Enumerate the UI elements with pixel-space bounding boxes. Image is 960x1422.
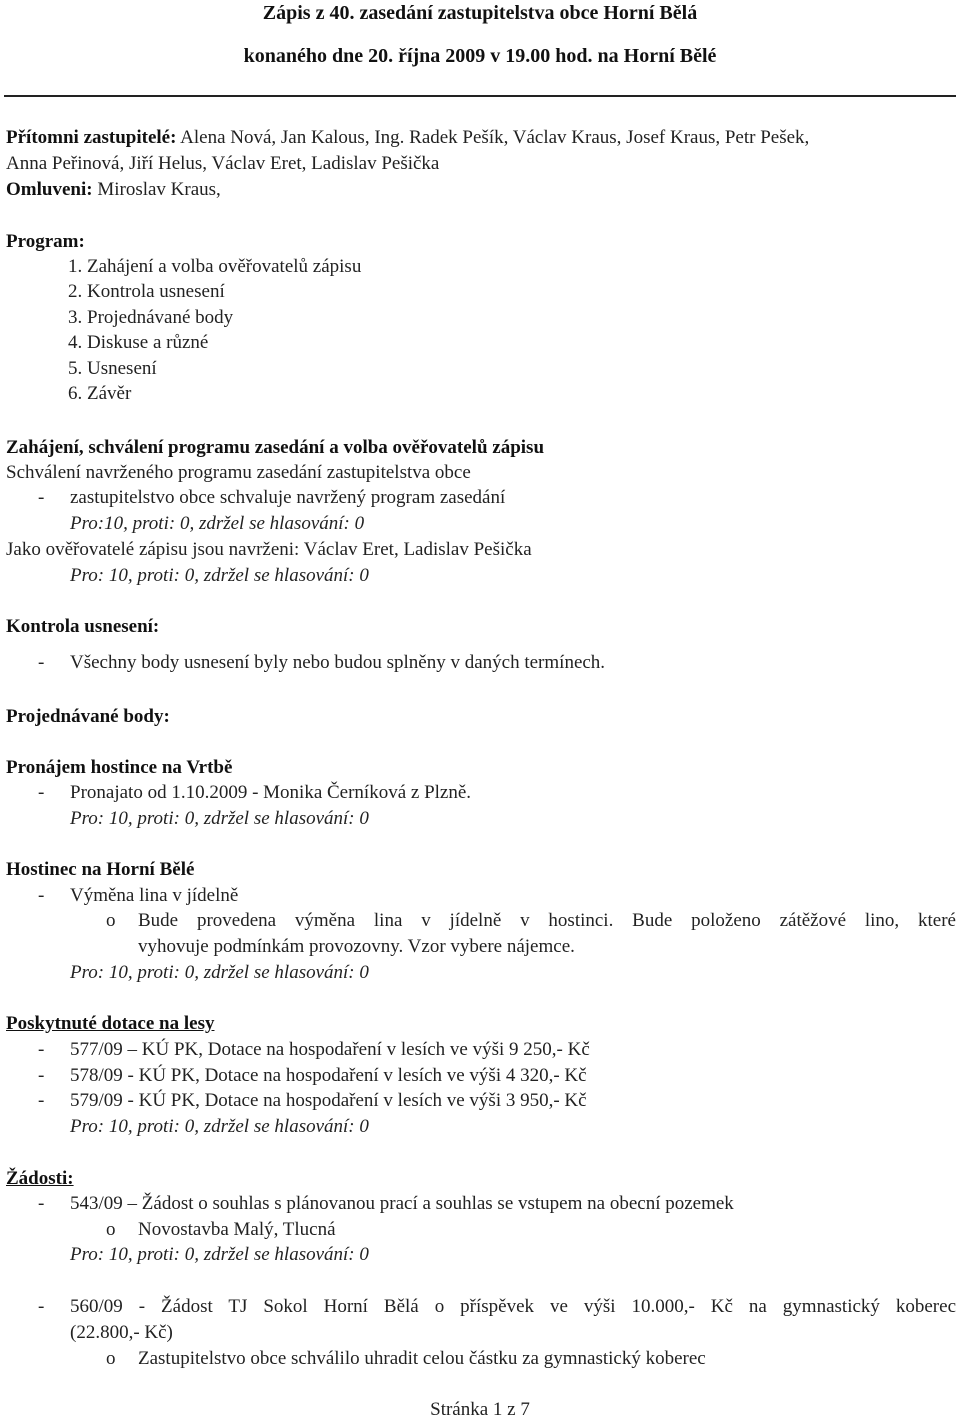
grant-item: 579/09 - KÚ PK, Dotace na hospodaření v lesích ve výši 3 950,- Kč xyxy=(70,1090,587,1111)
request-item: 560/09 - Žádost TJ Sokol Horní Bělá o příspěvek ve výši 10.000,- Kč na gymnastický koberec xyxy=(70,1296,956,1317)
present-line-1 xyxy=(6,126,809,150)
request-item-cont: (22.800,- Kč) xyxy=(70,1322,173,1343)
header-rule xyxy=(4,95,956,97)
dash: - xyxy=(38,1065,45,1086)
inn-item: Výměna lina v jídelně xyxy=(70,885,239,906)
program-item: 6. Závěr xyxy=(68,383,132,404)
inn-detail-1: Bude provedena výměna lina v jídelně v hostinci. Bude položeno zátěžové lino, které xyxy=(138,910,956,931)
dash: - xyxy=(38,1039,45,1060)
rent-text: Pronajato od 1.10.2009 - Monika Černíková z Plzně. xyxy=(70,782,472,803)
document-title: Zápis z 40. zasedání zastupitelstva obce Horní Bělá xyxy=(262,2,698,24)
program-item: 3. Projednávané body xyxy=(68,307,234,328)
request-detail: Novostavba Malý, Tlucná xyxy=(138,1219,336,1240)
present-label: Přítomni zastupitelé: xyxy=(6,127,177,148)
grant-item: 578/09 - KÚ PK, Dotace na hospodaření v lesích ve výši 4 320,- Kč xyxy=(70,1065,587,1086)
program-item: 1. Zahájení a volba ověřovatelů zápisu xyxy=(68,256,362,277)
excused-line xyxy=(6,178,221,202)
bullet: o xyxy=(106,1219,116,1240)
request-item: 543/09 – Žádost o souhlas s plánovanou prací a souhlas se vstupem na obecní pozemek xyxy=(70,1193,734,1214)
page-number: Stránka 1 z 7 xyxy=(430,1399,530,1420)
inn-detail-2: vyhovuje podmínkám provozovny. Vzor vybere nájemce. xyxy=(138,936,575,957)
grants-heading: Poskytnuté dotace na lesy xyxy=(6,1013,215,1034)
request-detail: Zastupitelstvo obce schválilo uhradit celou částku za gymnastický koberec xyxy=(138,1348,706,1369)
bullet: o xyxy=(106,910,116,931)
opening-approval: zastupitelstvo obce schvaluje navržený program zasedání xyxy=(70,487,506,508)
dash: - xyxy=(38,885,45,906)
present-names: Alena Nová, Jan Kalous, Ing. Radek Pešík, Václav Kraus, Josef Kraus, Petr Pešek, xyxy=(180,127,810,148)
dash: - xyxy=(38,652,45,673)
vote-result: Pro: 10, proti: 0, zdržel se hlasování: 0 xyxy=(70,565,369,586)
opening-text: Schválení navrženého programu zasedání zastupitelstva obce xyxy=(6,462,471,483)
dash: - xyxy=(38,487,45,508)
bullet: o xyxy=(106,1348,116,1369)
program-item: 5. Usnesení xyxy=(68,358,157,379)
rent-heading: Pronájem hostince na Vrtbě xyxy=(6,757,233,778)
grant-item: 577/09 – KÚ PK, Dotace na hospodaření v lesích ve výši 9 250,- Kč xyxy=(70,1039,590,1060)
dash: - xyxy=(38,1193,45,1214)
control-heading: Kontrola usnesení: xyxy=(6,616,160,637)
control-text: Všechny body usnesení byly nebo budou splněny v daných termínech. xyxy=(70,652,606,673)
excused-names: Miroslav Kraus, xyxy=(97,179,221,200)
inn-heading: Hostinec na Horní Bělé xyxy=(6,859,195,880)
meeting-date: konaného dne 20. října 2009 v 19.00 hod. na Horní Bělé xyxy=(243,45,717,67)
verifiers-text: Jako ověřovatelé zápisu jsou navrženi: Václav Eret, Ladislav Pešička xyxy=(6,539,532,560)
excused-label: Omluveni: xyxy=(6,179,93,200)
present-names-2: Anna Peřinová, Jiří Helus, Václav Eret, Ladislav Pešička xyxy=(6,153,440,174)
discussed-heading: Projednávané body: xyxy=(6,706,170,727)
vote-result: Pro: 10, proti: 0, zdržel se hlasování: 0 xyxy=(70,962,369,983)
vote-result: Pro: 10, proti: 0, zdržel se hlasování: 0 xyxy=(70,1244,369,1265)
dash: - xyxy=(38,782,45,803)
program-label: Program: xyxy=(6,231,85,252)
vote-result: Pro:10, proti: 0, zdržel se hlasování: 0 xyxy=(70,513,365,534)
requests-heading: Žádosti: xyxy=(6,1168,74,1189)
dash: - xyxy=(38,1296,45,1317)
vote-result: Pro: 10, proti: 0, zdržel se hlasování: 0 xyxy=(70,808,369,829)
dash: - xyxy=(38,1090,45,1111)
vote-result: Pro: 10, proti: 0, zdržel se hlasování: 0 xyxy=(70,1116,369,1137)
opening-heading: Zahájení, schválení programu zasedání a volba ověřovatelů zápisu xyxy=(6,437,545,458)
program-item: 2. Kontrola usnesení xyxy=(68,281,225,302)
program-item: 4. Diskuse a různé xyxy=(68,332,209,353)
